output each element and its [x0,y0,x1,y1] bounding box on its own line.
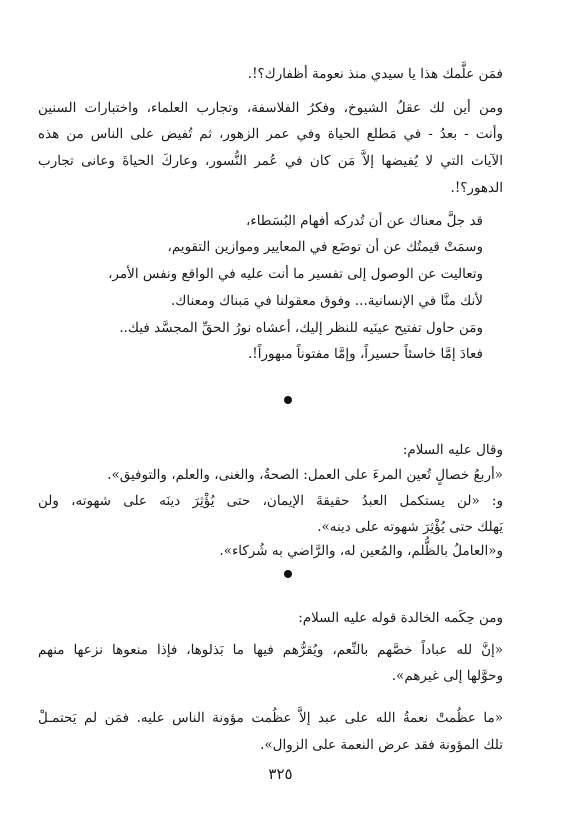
section3-intro: ومن حِكَمه الخالدة قوله عليه السلام: [298,610,503,626]
quote-four-traits: «أربعُ خصالٍ تُعين المرءَ على العمل: الصحةُ، والغنى، والعلم، والتوفيق». [107,467,503,483]
quote-burden-line-2: تلك المؤونة فقد عرض النعمة على الزوال». [260,737,503,753]
verse-line-1: قد جلَّ معناك عن أن تُدركه أفهام البُسَطاء، [245,213,483,229]
quote-blessings-line-1: «إنَّ لله عباداً خصَّهم بالنِّعم، ويُقرُّهم فيها ما بَذلوها، فإذا منعوها نزعها منهم [38,642,503,658]
source-line-2: وأنت - بعدُ - في مَطلع الحياة وفي عمر الزهور، ثم تُفيض على الناس من هذه [38,126,503,142]
verse-line-5: ومَن حاول تفتيح عينَيه للنظر إليك، أعشاه نورُ الحقِّ المجسَّد فيك.. [119,320,483,336]
section2-intro: وقال عليه السلام: [402,442,503,458]
quote-blessings-line-2: وحوَّلها إلى غيرهم». [391,668,503,684]
source-line-4: الدهور؟!. [450,180,503,196]
quote-injustice: و«العاملُ بالظُّلم، والمُعين له، والرَّاضي به شُركاء». [219,543,503,559]
verse-line-4: لأنك منَّا في الإنسانية... وفوق معقولنا في مَبناك ومعناك. [170,293,483,309]
quote-faith-line-1: و: «لن يستكمل العبدُ حقيقةَ الإيمان، حتى يُؤْثِرَ دينَه على شهوته، ولن [38,493,503,509]
source-line-1: ومن أين لك عقلُ الشيوخ، وفكرُ الفلاسفة، وتجارب العلماء، واختبارات السنين [38,100,503,116]
page-number: ٣٢٥ [268,765,293,783]
section-divider-1 [284,396,292,404]
verse-line-6: فعادَ إمَّا خاسئاً حسيراً، وإمَّا مفتوناً مبهوراً!. [248,346,483,362]
verse-line-3: وتعاليت عن الوصول إلى تفسير ما أنت عليه في الواقع ونفس الأمر، [108,266,483,282]
section-divider-2 [284,570,292,578]
quote-burden-line-1: «ما عظُمتْ نعمةُ الله على عبد إلاَّ عظُمت مؤونة الناس عليه. فمَن لم يَحتمـلْ [38,710,503,726]
quote-faith-line-2: يَهلك حتى يُؤْثِرَ شهوته على دينه». [317,519,503,535]
verse-line-2: وسمَتْ قيمتُك عن أن توضَع في المعايير وموازين التقويم، [167,239,483,255]
source-line-3: الآيات التي لا يُفيضها إلاَّ مَن كان في عُمر النُّسور، وعاركَ الحياةَ وعانى تجارب [38,153,503,169]
intro-question: فمَن علَّمك هذا يا سيدي منذ نعومة أظفارك؟!. [247,66,503,82]
